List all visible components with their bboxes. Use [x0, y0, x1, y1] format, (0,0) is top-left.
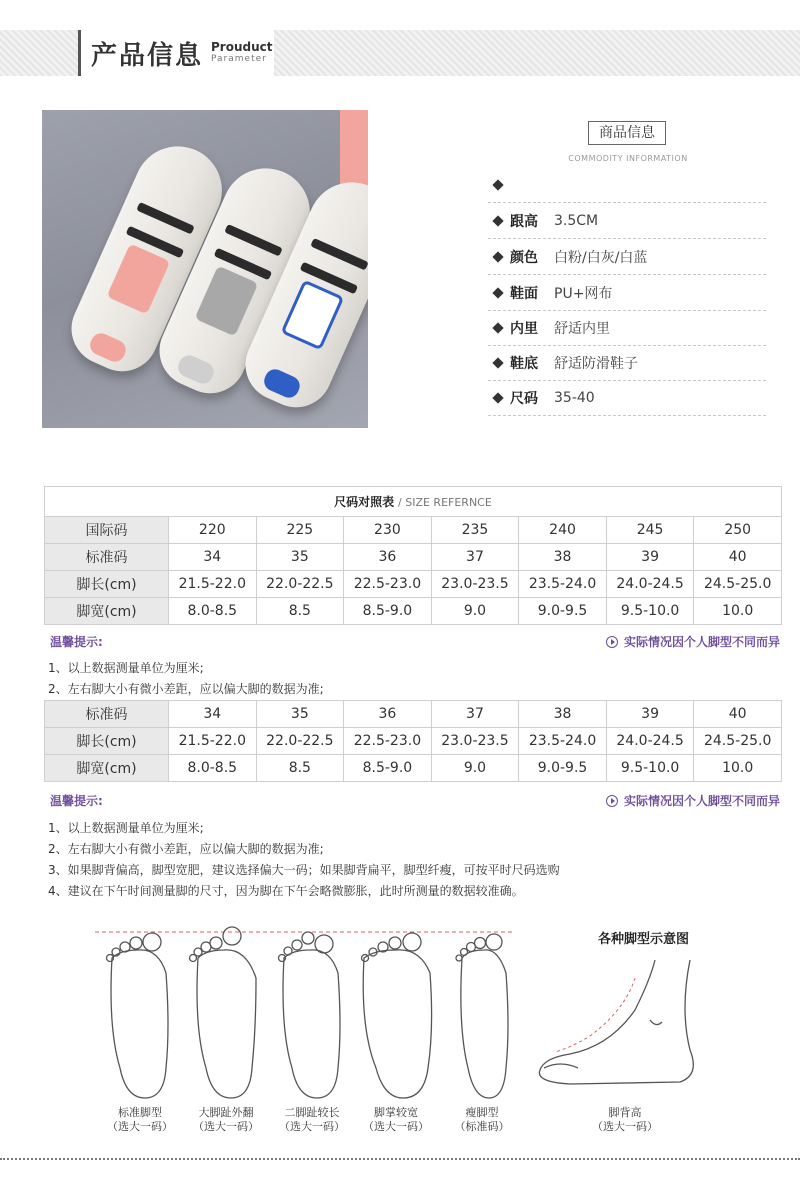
table-row [45, 517, 782, 544]
play-circle-icon [606, 795, 618, 807]
diamond-bullet-icon [492, 357, 503, 368]
tips-note-2 [606, 792, 780, 809]
table-cell: 23.5-24.0 [519, 728, 607, 755]
foot-outline-standard [107, 933, 169, 1098]
size-chart-title: 尺码对照表 [334, 495, 395, 509]
table-cell: 37 [431, 544, 519, 571]
table-cell: 40 [694, 544, 782, 571]
table-cell: 36 [344, 701, 432, 728]
note-line: 3、如果脚背偏高，脚型宽肥，建议选择偏大一码；如果脚背扁平，脚型纤瘦，可按平时尺码选购 [48, 863, 560, 877]
section-title-en-main: Prouduct [211, 40, 273, 55]
info-value: 舒适防滑鞋子 [554, 355, 638, 372]
section-title-en [211, 41, 272, 64]
table-cell: 22.5-23.0 [344, 728, 432, 755]
foot-type-name: 瘦脚型 [465, 1106, 499, 1119]
foot-type-advice: （选大一码） [363, 1120, 429, 1134]
info-row [488, 167, 766, 203]
foot-types-title: 各种脚型示意图 [598, 932, 690, 947]
table-cell: 8.0-8.5 [169, 598, 257, 625]
table-cell: 24.5-25.0 [694, 728, 782, 755]
foot-type-name: 标准脚型 [118, 1106, 162, 1119]
table-row [45, 571, 782, 598]
info-value: PU+网布 [554, 285, 613, 302]
foot-type-advice: （选大一码） [279, 1120, 345, 1134]
table-row [45, 701, 782, 728]
foot-outline-wide [362, 933, 432, 1098]
foot-outline-bunion [190, 927, 257, 1098]
table-cell: 22.5-23.0 [344, 571, 432, 598]
tips-note [606, 633, 780, 650]
foot-type-advice: （标准码） [454, 1120, 510, 1134]
table-cell: 245 [606, 517, 694, 544]
diamond-bullet-icon [492, 392, 503, 403]
table-cell: 9.0-9.5 [519, 598, 607, 625]
table-cell: 35 [256, 701, 344, 728]
table-cell: 37 [431, 701, 519, 728]
section-header [78, 30, 274, 76]
info-label: 内里 [510, 320, 538, 337]
table-cell: 8.5 [256, 598, 344, 625]
foot-type-label [437, 1106, 527, 1135]
table-cell: 9.0 [431, 598, 519, 625]
row-header: 国际码 [45, 517, 169, 544]
foot-type-label [351, 1106, 441, 1135]
table-row [45, 728, 782, 755]
diamond-bullet-icon [492, 179, 503, 190]
table-cell: 9.5-10.0 [606, 755, 694, 782]
table-cell: 8.5-9.0 [344, 755, 432, 782]
product-photo [42, 110, 368, 428]
table-cell: 34 [169, 544, 257, 571]
table-cell: 34 [169, 701, 257, 728]
table-cell: 24.0-24.5 [606, 571, 694, 598]
table-cell: 24.5-25.0 [694, 571, 782, 598]
foot-type-label [95, 1106, 185, 1135]
note-line: 1、以上数据测量单位为厘米; [48, 661, 204, 675]
table-cell: 39 [606, 544, 694, 571]
info-value: 舒适内里 [554, 320, 610, 337]
diamond-bullet-icon [492, 215, 503, 226]
row-header: 脚长(cm) [45, 728, 169, 755]
table-row [45, 755, 782, 782]
section-title: 产品信息 [91, 40, 204, 71]
info-label: 鞋面 [510, 285, 538, 302]
row-header: 脚长(cm) [45, 571, 169, 598]
info-row-heel-height [488, 203, 766, 239]
table-cell: 38 [519, 544, 607, 571]
note-line: 1、以上数据测量单位为厘米; [48, 821, 204, 835]
info-label: 跟高 [510, 213, 538, 230]
table-cell: 36 [344, 544, 432, 571]
tips-title-2: 温馨提示: [50, 794, 103, 808]
play-circle-icon [606, 636, 618, 648]
table-row [45, 544, 782, 571]
info-row-size [488, 380, 766, 416]
info-subtitle: COMMODITY INFORMATION [568, 154, 688, 163]
table-cell: 235 [431, 517, 519, 544]
table-cell: 240 [519, 517, 607, 544]
table-cell: 40 [694, 701, 782, 728]
table-cell: 23.0-23.5 [431, 728, 519, 755]
table-cell: 8.5 [256, 755, 344, 782]
row-header: 脚宽(cm) [45, 598, 169, 625]
foot-type-label [181, 1106, 271, 1135]
note-line: 2、左右脚大小有微小差距，应以偏大脚的数据为准; [48, 842, 324, 856]
table-cell: 8.0-8.5 [169, 755, 257, 782]
table-cell: 35 [256, 544, 344, 571]
side-foot-diagram [530, 950, 720, 1110]
side-foot-label [585, 1106, 665, 1135]
info-row-upper [488, 275, 766, 311]
row-header: 标准码 [45, 544, 169, 571]
tips-note-text: 实际情况因个人脚型不同而异 [623, 794, 780, 808]
info-row-lining [488, 310, 766, 346]
foot-outline-long-second-toe [279, 932, 341, 1098]
side-foot-advice: （选大一码） [592, 1120, 658, 1134]
info-row-color [488, 239, 766, 275]
table-cell: 23.0-23.5 [431, 571, 519, 598]
info-title: 商品信息 [588, 121, 666, 145]
table-cell: 39 [606, 701, 694, 728]
foot-type-name: 脚掌较宽 [374, 1106, 418, 1119]
foot-type-advice: （选大一码） [193, 1120, 259, 1134]
table-cell: 23.5-24.0 [519, 571, 607, 598]
section-title-en-sub: Parameter [211, 53, 267, 64]
table-cell: 21.5-22.0 [169, 728, 257, 755]
foot-type-name: 大脚趾外翻 [198, 1106, 254, 1119]
note-line: 2、左右脚大小有微小差距，应以偏大脚的数据为准; [48, 682, 324, 696]
table-cell: 10.0 [694, 755, 782, 782]
row-header: 标准码 [45, 701, 169, 728]
table-cell: 22.0-22.5 [256, 728, 344, 755]
row-header: 脚宽(cm) [45, 755, 169, 782]
table-cell: 230 [344, 517, 432, 544]
diamond-bullet-icon [492, 287, 503, 298]
bottom-divider [0, 1158, 800, 1160]
info-label: 鞋底 [510, 355, 538, 372]
info-label: 尺码 [510, 390, 538, 407]
diamond-bullet-icon [492, 322, 503, 333]
foot-type-name: 二脚趾较长 [284, 1106, 340, 1119]
table-cell: 9.0-9.5 [519, 755, 607, 782]
tips-title: 温馨提示: [50, 635, 103, 649]
foot-type-advice: （选大一码） [107, 1120, 173, 1134]
foot-outline-slim [456, 934, 508, 1098]
table-cell: 21.5-22.0 [169, 571, 257, 598]
table-cell: 220 [169, 517, 257, 544]
table-cell: 24.0-24.5 [606, 728, 694, 755]
table-row [45, 598, 782, 625]
table-cell: 22.0-22.5 [256, 571, 344, 598]
table-cell: 9.5-10.0 [606, 598, 694, 625]
table-cell: 250 [694, 517, 782, 544]
size-chart-caption [45, 487, 782, 517]
foot-type-label [267, 1106, 357, 1135]
diamond-bullet-icon [492, 251, 503, 262]
info-row-sole [488, 345, 766, 381]
side-foot-name: 脚背高 [608, 1106, 642, 1119]
note-line: 4、建议在下午时间测量脚的尺寸，因为脚在下午会略微膨胀，此时所测量的数据较准确。 [48, 884, 524, 898]
info-value: 35-40 [554, 389, 595, 406]
table-cell: 8.5-9.0 [344, 598, 432, 625]
info-label: 颜色 [510, 249, 538, 266]
size-chart-table [44, 486, 782, 625]
table-cell: 225 [256, 517, 344, 544]
info-value: 白粉/白灰/白蓝 [554, 249, 648, 266]
size-chart-title-en: / SIZE REFERNCE [398, 496, 492, 509]
tips-note-text: 实际情况因个人脚型不同而异 [623, 635, 780, 649]
table-cell: 9.0 [431, 755, 519, 782]
table-cell: 38 [519, 701, 607, 728]
foot-types-diagram [90, 918, 520, 1128]
info-value: 3.5CM [554, 212, 599, 229]
table-cell: 10.0 [694, 598, 782, 625]
size-chart-table-2 [44, 700, 782, 782]
